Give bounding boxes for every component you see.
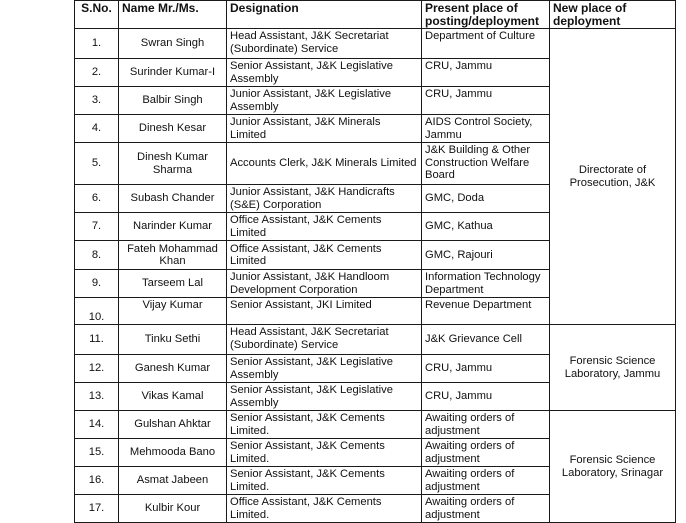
row-sno: 8. [75, 241, 119, 270]
new-place-cell [550, 29, 676, 325]
row-name: Tinku Sethi [119, 325, 227, 355]
row-sno: 9. [75, 270, 119, 298]
row-name: Fateh Mohammad Khan [119, 241, 227, 270]
header-new-place: New place of deployment [550, 1, 676, 29]
row-present-place: CRU, Jammu [422, 59, 550, 87]
row-designation: Senior Assistant, J&K Legislative Assembly [227, 355, 422, 383]
row-present-place: GMC, Rajouri [422, 241, 550, 270]
new-place-text: Forensic Science Laboratory, Srinagar [561, 454, 664, 479]
row-sno: 14. [75, 411, 119, 439]
row-sno: 3. [75, 87, 119, 115]
deployment-table-sheet [74, 0, 676, 523]
table-row [75, 29, 676, 59]
row-designation: Accounts Clerk, J&K Minerals Limited [227, 143, 422, 185]
row-present-place: Department of Culture [422, 29, 550, 59]
row-sno: 4. [75, 115, 119, 143]
row-name: Swran Singh [119, 29, 227, 59]
header-designation: Designation [227, 1, 422, 29]
row-name: Kulbir Kour [119, 495, 227, 523]
row-sno: 7. [75, 213, 119, 241]
header-sno: S.No. [75, 1, 119, 29]
row-name: Tarseem Lal [119, 270, 227, 298]
row-present-place: Awaiting orders of adjustment [422, 495, 550, 523]
row-name: Subash Chander [119, 185, 227, 213]
row-designation: Senior Assistant, J&K Legislative Assembly [227, 59, 422, 87]
row-designation: Junior Assistant, J&K Minerals Limited [227, 115, 422, 143]
row-present-place: CRU, Jammu [422, 87, 550, 115]
header-present-place: Present place of posting/deployment [422, 1, 550, 29]
row-designation: Junior Assistant, J&K Handloom Development Corporation [227, 270, 422, 298]
row-present-place: CRU, Jammu [422, 383, 550, 411]
row-sno: 1. [75, 29, 119, 59]
row-designation: Office Assistant, J&K Cements Limited [227, 241, 422, 270]
row-name: Balbir Singh [119, 87, 227, 115]
row-present-place: Revenue Department [422, 298, 550, 325]
row-designation: Head Assistant, J&K Secretariat (Subordinate) Service [227, 325, 422, 355]
row-name: Vikas Kamal [119, 383, 227, 411]
row-present-place: J&K Building & Other Construction Welfare Board [422, 143, 550, 185]
row-designation: Office Assistant, J&K Cements Limited. [227, 495, 422, 523]
row-present-place: GMC, Doda [422, 185, 550, 213]
row-sno: 11. [75, 325, 119, 355]
row-present-place: GMC, Kathua [422, 213, 550, 241]
row-sno: 5. [75, 143, 119, 185]
row-sno: 2. [75, 59, 119, 87]
row-designation: Senior Assistant, J&K Cements Limited. [227, 467, 422, 495]
row-sno: 15. [75, 439, 119, 467]
row-sno: 6. [75, 185, 119, 213]
row-designation: Junior Assistant, J&K Legislative Assembly [227, 87, 422, 115]
row-sno: 10. [75, 298, 119, 325]
row-name: Gulshan Ahktar [119, 411, 227, 439]
new-place-text: Directorate of Prosecution, J&K [569, 164, 656, 189]
row-designation: Senior Assistant, J&K Cements Limited. [227, 439, 422, 467]
row-designation: Senior Assistant, JKI Limited [227, 298, 422, 325]
row-designation: Senior Assistant, J&K Legislative Assembly [227, 383, 422, 411]
row-name: Mehmooda Bano [119, 439, 227, 467]
table-row [75, 411, 676, 439]
deployment-table [74, 0, 676, 523]
row-present-place: Information Technology Department [422, 270, 550, 298]
row-name: Vijay Kumar [119, 298, 227, 325]
row-sno: 12. [75, 355, 119, 383]
new-place-cell [550, 325, 676, 411]
row-name: Asmat Jabeen [119, 467, 227, 495]
row-present-place: Awaiting orders of adjustment [422, 439, 550, 467]
row-present-place: Awaiting orders of adjustment [422, 411, 550, 439]
header-row [75, 1, 676, 29]
new-place-text: Forensic Science Laboratory, Jammu [564, 355, 661, 380]
row-present-place: AIDS Control Society, Jammu [422, 115, 550, 143]
row-name: Dinesh Kumar Sharma [119, 143, 227, 185]
row-present-place: Awaiting orders of adjustment [422, 467, 550, 495]
row-present-place: CRU, Jammu [422, 355, 550, 383]
row-name: Ganesh Kumar [119, 355, 227, 383]
row-present-place: J&K Grievance Cell [422, 325, 550, 355]
row-designation: Junior Assistant, J&K Handicrafts (S&E) Corporation [227, 185, 422, 213]
row-sno: 16. [75, 467, 119, 495]
row-designation: Head Assistant, J&K Secretariat (Subordinate) Service [227, 29, 422, 59]
table-row [75, 325, 676, 355]
header-name: Name Mr./Ms. [119, 1, 227, 29]
row-sno: 13. [75, 383, 119, 411]
row-name: Dinesh Kesar [119, 115, 227, 143]
new-place-cell [550, 411, 676, 523]
row-sno: 17. [75, 495, 119, 523]
row-designation: Office Assistant, J&K Cements Limited [227, 213, 422, 241]
row-designation: Senior Assistant, J&K Cements Limited. [227, 411, 422, 439]
row-name: Surinder Kumar-I [119, 59, 227, 87]
row-name: Narinder Kumar [119, 213, 227, 241]
